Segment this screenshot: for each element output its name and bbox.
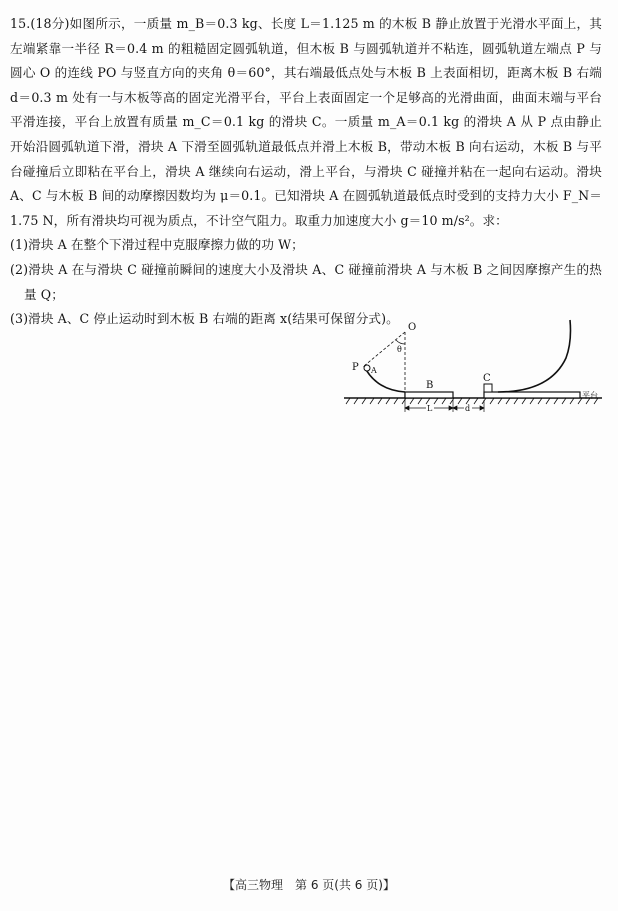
- question-1: (1)滑块 A 在整个下滑过程中克服摩擦力做的功 W；: [10, 237, 304, 253]
- board-b: [405, 392, 453, 398]
- ground: [344, 398, 602, 404]
- block-a: [364, 365, 370, 371]
- question-2: (2)滑块 A 在与滑块 C 碰撞前瞬间的速度大小及滑块 A、C 碰撞前滑块 A 与木板 B 之间因摩擦产生的热量 Q；: [10, 261, 602, 302]
- label-o: O: [408, 322, 417, 333]
- question-3: (3)滑块 A、C 停止运动时到木板 B 右端的距离 x(结果可保留分式)。: [10, 311, 399, 327]
- problem-15: [10, 12, 602, 332]
- block-c: [484, 384, 492, 392]
- label-c: C: [483, 373, 491, 384]
- physics-diagram: [340, 318, 604, 422]
- label-a: A: [371, 366, 377, 375]
- label-theta: θ: [397, 345, 402, 354]
- page-footer: 【高三物理 第 6 页(共 6 页)】: [223, 878, 395, 892]
- theta-arc: [396, 340, 405, 344]
- label-l: L: [427, 404, 433, 413]
- problem-stem: 15.(18分)如图所示，一质量 m_B＝0.3 kg、长度 L＝1.125 m 的木板 B 静止放置于光滑水平面上，其左端紧靠一半径 R＝0.4 m 的粗糙固定圆弧轨道，但木板 B 与圆弧轨道并不粘连，圆弧轨道左端点 P 与圆心 O 的连线 PO 与竖直方向的夹角 θ＝60°，其右端最低点处与木板 B 上表面相切，距离木板 B 右端 d＝0.3 m 处有一与木板等高的固定光滑平台，平台上表面固定一个足够高的光滑曲面，曲面末端与平台平滑连接，平台上放置有质量 m_C＝0.1 kg 的滑块 C。一质量 m_A＝0.1 kg 的滑块 A 从 P 点由静止开始沿圆弧轨道下滑，滑块 A 下滑至圆弧轨道最低点并滑上木板 B，带动木板 B 向右运动，木板 B 与平台碰撞后立即粘在平台上，滑块 A 继续向右运动，滑上平台，与滑块 C 碰撞并粘在一起向右运动。滑块 A、C 与木板 B 间的动摩擦因数均为 μ＝0.1。已知滑块 A 在圆弧轨道最低点时受到的支持力大小 F_N＝1.75 N，所有滑块均可视为质点，不计空气阻力。取重力加速度大小 g＝10 m/s²。求：: [10, 16, 602, 228]
- curved-surface: [498, 320, 571, 392]
- label-p: P: [352, 362, 359, 373]
- dimension-lines: [405, 400, 484, 412]
- label-d: d: [465, 404, 471, 413]
- label-platform: 平台: [582, 391, 598, 400]
- label-b: B: [426, 380, 434, 391]
- platform: [484, 392, 580, 398]
